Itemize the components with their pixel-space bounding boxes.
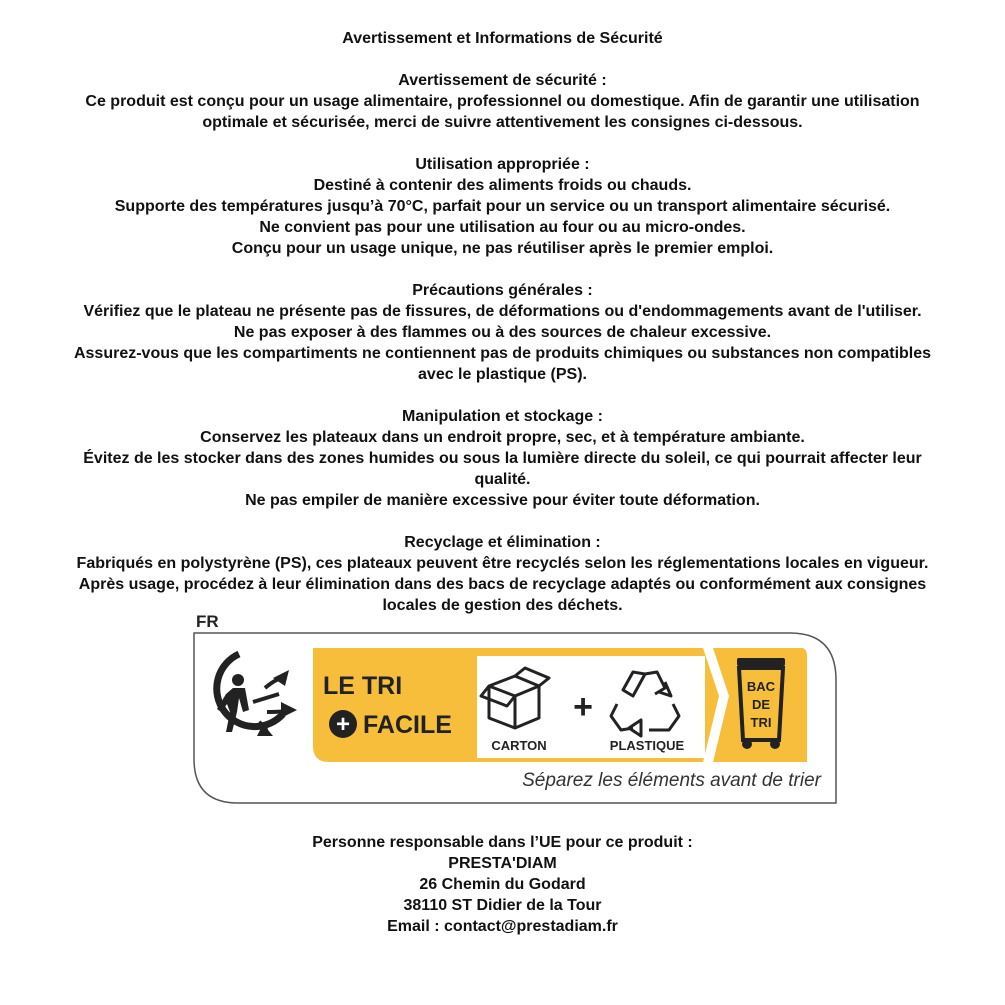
section-heading-warning: Avertissement de sécurité : xyxy=(398,72,607,89)
text-line: Assurez-vous que les compartiments ne contiennent pas de produits chimiques ou substances non compatibles xyxy=(73,345,932,362)
city-address: 38110 ST Didier de la Tour xyxy=(403,897,602,914)
text-line: optimale et sécurisée, merci de suivre attentivement les consignes ci-dessous. xyxy=(202,114,803,131)
triman-label xyxy=(193,632,837,804)
text-line: qualité. xyxy=(474,471,531,488)
item-carton: CARTON xyxy=(491,738,547,753)
company-name: PRESTA'DIAM xyxy=(448,855,557,872)
text-line: Conçu pour un usage unique, ne pas réutiliser après le premier emploi. xyxy=(231,240,774,257)
text-line: Ne pas empiler de manière excessive pour éviter toute déformation. xyxy=(245,492,760,509)
document-title: Avertissement et Informations de Sécurité xyxy=(342,30,663,47)
section-heading-handling: Manipulation et stockage : xyxy=(402,408,603,425)
section-heading-usage: Utilisation appropriée : xyxy=(415,156,590,173)
text-line: locales de gestion des déchets. xyxy=(382,597,623,614)
bin-label-bac: BAC xyxy=(746,679,776,694)
responsible-person xyxy=(0,832,1005,937)
text-line: Évitez de les stocker dans des zones humides ou sous la lumière directe du soleil, ce qui pourrait affecter leur xyxy=(83,450,922,467)
street-address: 26 Chemin du Godard xyxy=(419,876,586,893)
responsible-heading: Personne responsable dans l’UE pour ce produit : xyxy=(312,834,693,851)
contact-email: Email : contact@prestadiam.fr xyxy=(387,918,618,935)
triman-footer: Séparez les éléments avant de trier xyxy=(522,770,821,791)
section-heading-recycling: Recyclage et élimination : xyxy=(404,534,601,551)
country-code: FR xyxy=(196,612,219,631)
plus-sign: + xyxy=(573,688,593,726)
text-line: Ne pas exposer à des flammes ou à des sources de chaleur excessive. xyxy=(233,324,772,341)
text-line: Fabriqués en polystyrène (PS), ces plateaux peuvent être recyclés selon les réglementations locales en vigueur. xyxy=(76,555,929,572)
text-line: Ne convient pas pour une utilisation au four ou au micro-ondes. xyxy=(259,219,746,236)
text-line: Conservez les plateaux dans un endroit propre, sec, et à température ambiante. xyxy=(200,429,805,446)
text-line: Ce produit est conçu pour un usage alimentaire, professionnel ou domestique. Afin de garantir une utilisation xyxy=(85,93,920,110)
text-line: avec le plastique (PS). xyxy=(418,366,587,383)
section-heading-precautions: Précautions générales : xyxy=(412,282,593,299)
text-line: Après usage, procédez à leur élimination dans des bacs de recyclage adaptés ou conformément aux consignes xyxy=(78,576,927,593)
text-line: Vérifiez que le plateau ne présente pas de fissures, de déformations ou d'endommagements avant de l'utiliser. xyxy=(83,303,922,320)
text-line: Destiné à contenir des aliments froids ou chauds. xyxy=(313,177,692,194)
headline-facile: FACILE xyxy=(363,711,452,739)
headline-plus: + xyxy=(335,711,351,738)
document-body xyxy=(0,28,1005,616)
bin-label-tri: TRI xyxy=(750,715,772,730)
item-plastique: PLASTIQUE xyxy=(609,738,685,753)
text-line: Supporte des températures jusqu’à 70°C, parfait pour un service ou un transport alimentaire sécurisé. xyxy=(114,198,891,215)
headline-le-tri: LE TRI xyxy=(323,672,403,700)
bin-label-de: DE xyxy=(751,697,771,712)
